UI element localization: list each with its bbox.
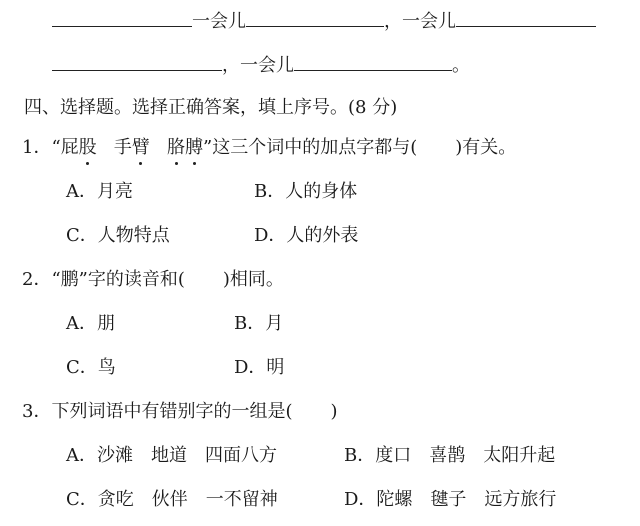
question-2 xyxy=(22,268,284,292)
question-number: 3． xyxy=(22,401,52,422)
question-number: 2． xyxy=(22,269,52,290)
question-text: ) xyxy=(330,401,338,422)
question-text: )相同。 xyxy=(222,269,284,290)
question-text: 下列词语中有错别字的一组是( xyxy=(51,401,293,422)
dotted-char: 股 xyxy=(78,137,97,158)
option-b[interactable]: B．度口 喜鹊 太阳升起 xyxy=(344,445,556,466)
option-d[interactable]: D．明 xyxy=(234,357,285,378)
option-c[interactable]: C．贪吃 伙伴 一不留神 xyxy=(66,489,278,510)
option-c[interactable]: C．人物特点 xyxy=(66,225,170,246)
question-text: )有关。 xyxy=(455,137,517,158)
option-b[interactable]: B．月 xyxy=(234,313,284,334)
option-a[interactable]: A．沙滩 地道 四面八方 xyxy=(66,445,277,466)
fill-end: 。 xyxy=(452,55,470,76)
option-a[interactable]: A．月亮 xyxy=(66,181,133,202)
option-d[interactable]: D．陀螺 毽子 远方旅行 xyxy=(344,489,557,510)
fill-text: ，一会儿 xyxy=(222,55,294,76)
fill-line-2 xyxy=(52,52,470,78)
answer-blank[interactable] xyxy=(246,8,384,27)
fill-line-1 xyxy=(52,8,596,34)
fill-text: 一会儿 xyxy=(192,11,246,32)
option-b[interactable]: B．人的身体 xyxy=(254,181,358,202)
question-3 xyxy=(22,400,338,424)
question-text: “鹏”字的读音和( xyxy=(51,269,185,290)
answer-blank[interactable] xyxy=(456,8,596,27)
section-title: 四、选择题。选择正确答案，填上序号。(8 分) xyxy=(24,97,398,118)
answer-blank[interactable] xyxy=(52,52,222,71)
dotted-char: 臂 xyxy=(131,137,150,158)
option-a[interactable]: A．朋 xyxy=(66,313,115,334)
answer-blank[interactable] xyxy=(294,52,452,71)
question-text: ”这三个词中的加点字都与( xyxy=(203,137,418,158)
dotted-char: 胳 xyxy=(167,137,185,158)
question-text: “屁 xyxy=(51,137,79,158)
option-c[interactable]: C．鸟 xyxy=(66,357,116,378)
question-number: 1． xyxy=(22,137,52,158)
dotted-char: 膊 xyxy=(185,137,203,158)
option-d[interactable]: D．人的外表 xyxy=(254,225,359,246)
answer-blank[interactable] xyxy=(52,8,192,27)
question-1 xyxy=(22,136,516,160)
fill-text: ，一会儿 xyxy=(384,11,456,32)
question-text: 手 xyxy=(113,137,132,158)
